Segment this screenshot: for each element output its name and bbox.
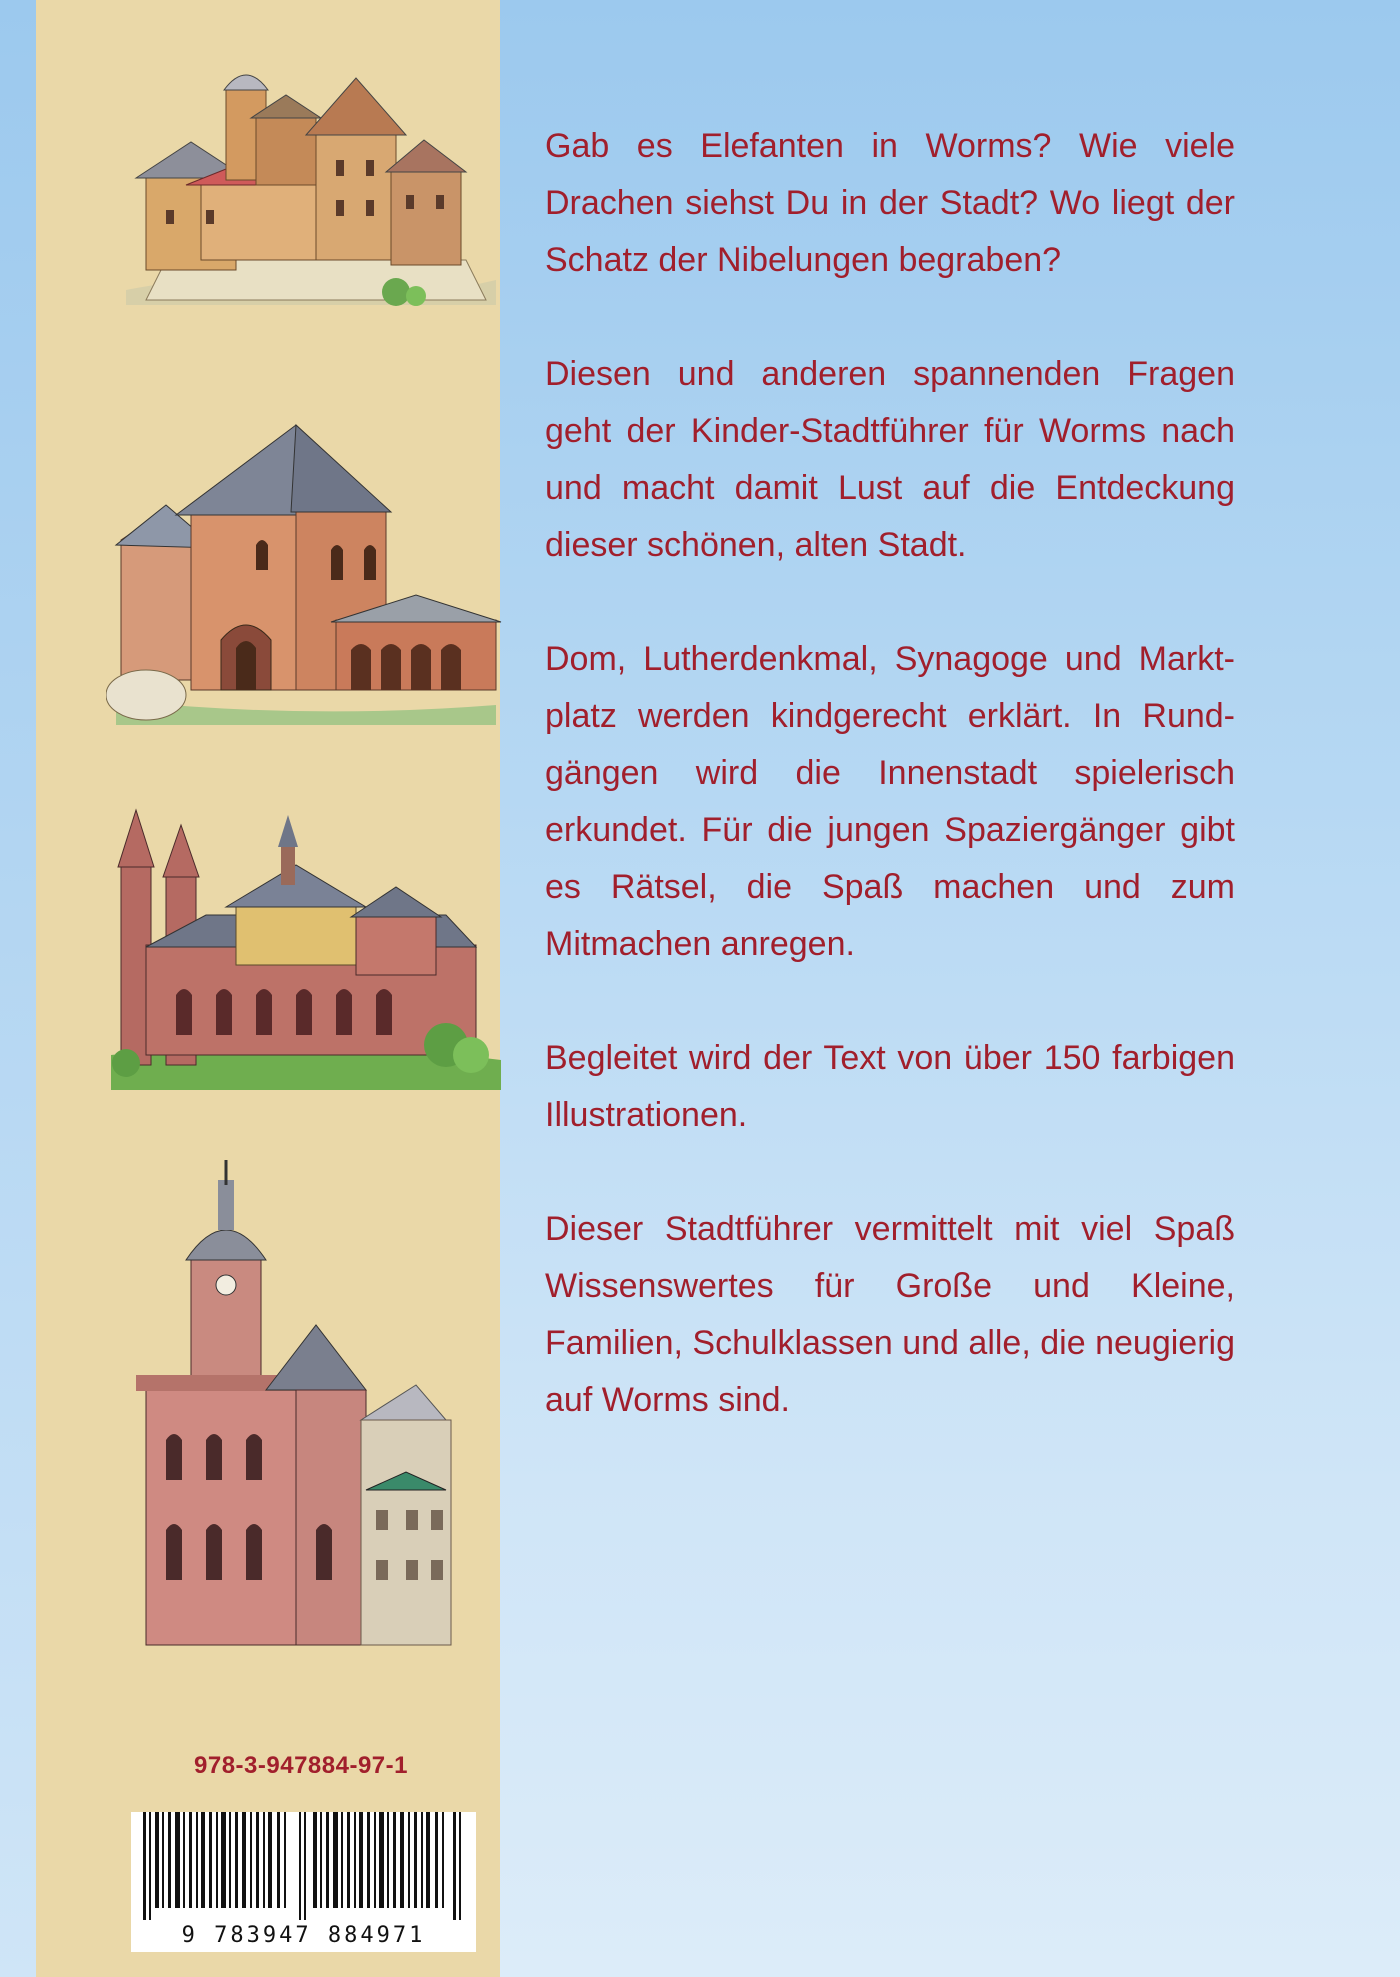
chapel-watercolor-illustration (106, 420, 506, 730)
castle-watercolor-illustration (106, 60, 506, 310)
cathedral-watercolor-illustration (106, 805, 506, 1095)
baroque-church-watercolor-illustration (106, 1160, 506, 1660)
barcode (131, 1812, 476, 1952)
illustration-sidebar (36, 0, 500, 1977)
barcode-number: 9 783947 884971 (181, 1923, 426, 1948)
blurb-paragraph: Dieser Stadtführer vermittelt mit viel Spaß Wissenswertes für Große und Kleine, Familien, Schulklassen und alle, die neugierig auf Worms sind. (545, 1210, 1235, 1419)
isbn-label: 978-3-947884-97-1 (194, 1752, 408, 1779)
blurb-paragraph: Begleitet wird der Text von über 150 farbigen Illustrationen. (545, 1039, 1235, 1134)
blurb-text (545, 118, 1235, 1486)
left-sky-strip (0, 0, 36, 1977)
blurb-paragraph: Dom, Lutherdenkmal, Synagoge und Markt-platz werden kindgerecht erklärt. In Rund-gängen wird die Innenstadt spielerisch erkundet. Für die jungen Spaziergänger gibt es Rätsel, die Spaß machen und zum Mitmachen anregen. (545, 640, 1235, 963)
blurb-paragraph: Gab es Elefanten in Worms? Wie viele Drachen siehst Du in der Stadt? Wo liegt der Schatz der Nibelungen begraben? (545, 127, 1235, 279)
blurb-paragraph: Diesen und anderen spannenden Fragen geht der Kinder-Stadtführer für Worms nach und macht damit Lust auf die Entdeckung dieser schönen, alten Stadt. (545, 355, 1235, 564)
barcode-bars (131, 1812, 476, 1922)
